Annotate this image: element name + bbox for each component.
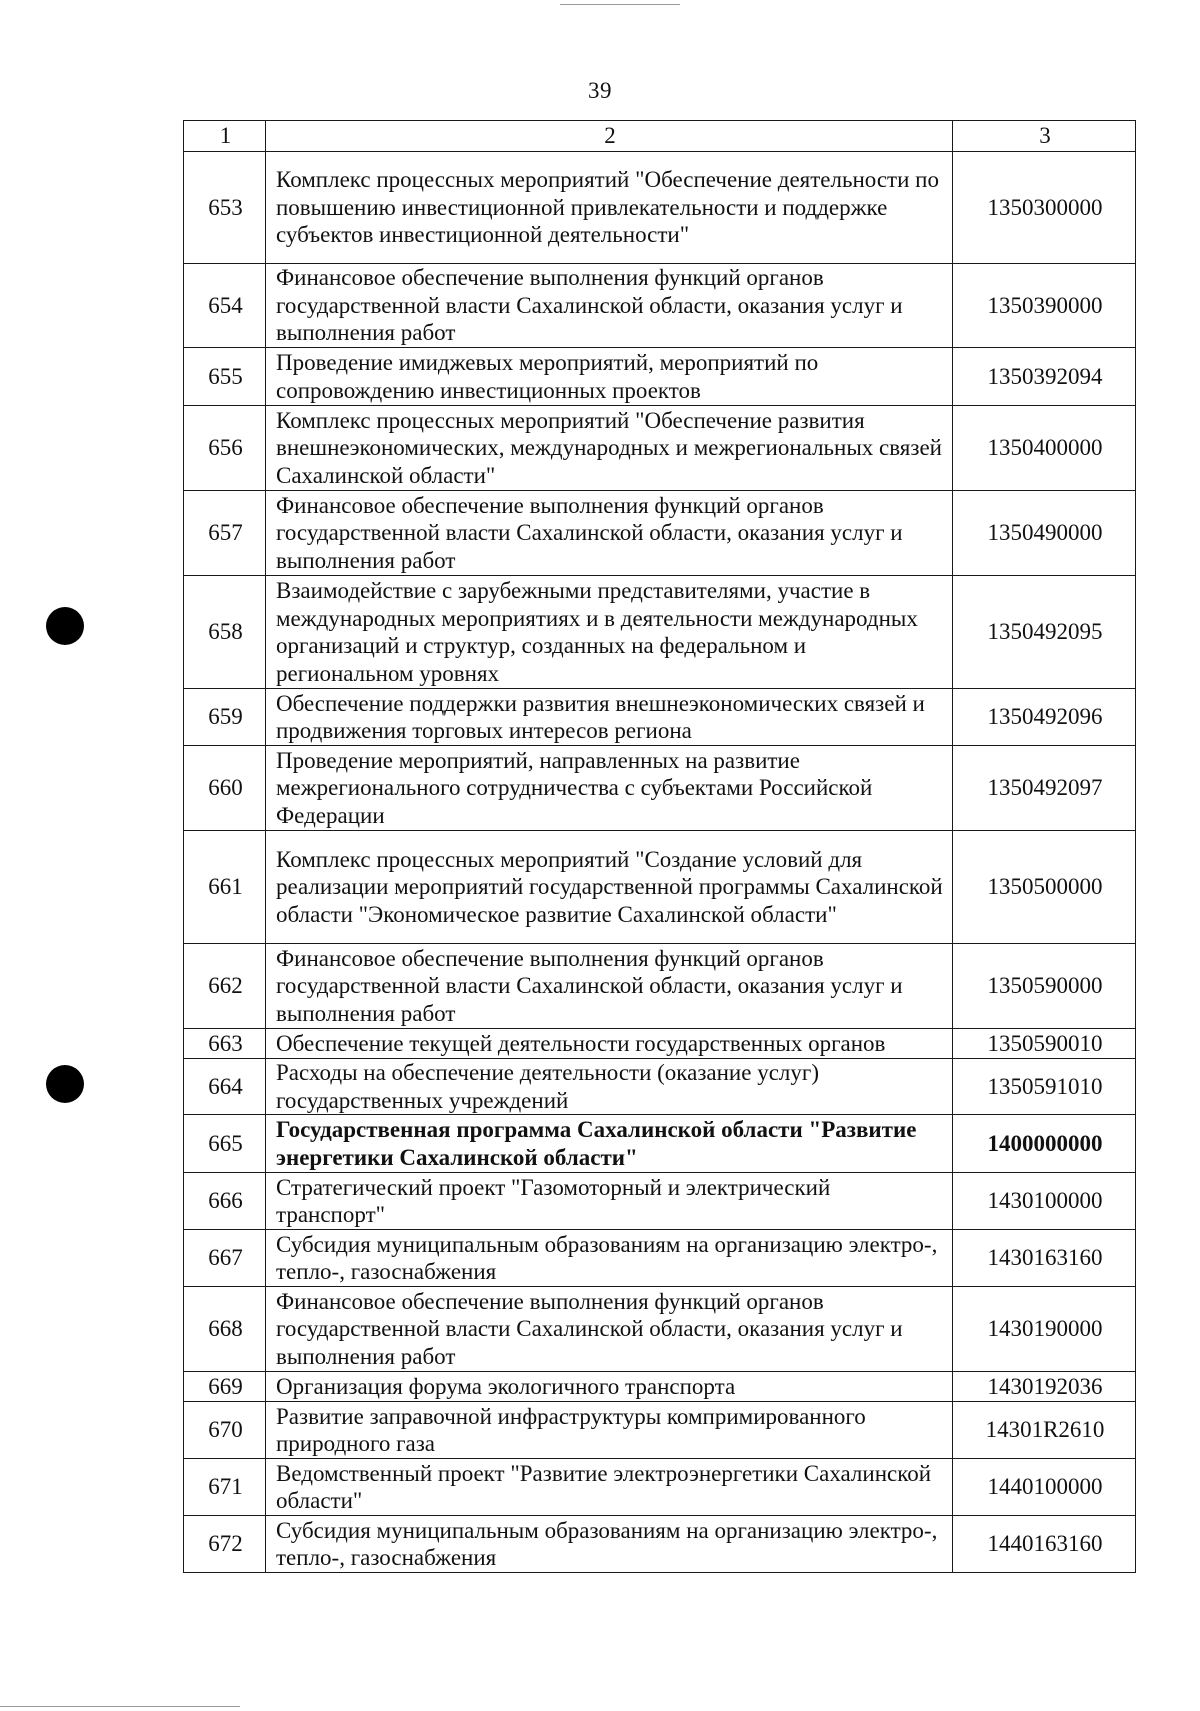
- row-name: Финансовое обеспечение выполнения функций органов государственной власти Сахалинской области, оказания услуг и выполнения работ: [266, 491, 953, 576]
- row-name: Проведение имиджевых мероприятий, мероприятий по сопровождению инвестиционных проектов: [266, 348, 953, 406]
- row-code: 1430100000: [953, 1173, 1136, 1230]
- row-code: 14301R2610: [953, 1402, 1136, 1459]
- row-code: 1400000000: [953, 1115, 1136, 1173]
- row-number: 653: [184, 152, 266, 264]
- table-row: [184, 1115, 1136, 1173]
- column-header-code: 3: [953, 121, 1136, 152]
- row-name: Субсидия муниципальным образованиям на организацию электро-, тепло-, газоснабжения: [266, 1516, 953, 1573]
- row-name: Финансовое обеспечение выполнения функций органов государственной власти Сахалинской области, оказания услуг и выполнения работ: [266, 1287, 953, 1372]
- row-code: 1430163160: [953, 1230, 1136, 1287]
- row-name: Организация форума экологичного транспорта: [266, 1372, 953, 1402]
- row-code: 1350591010: [953, 1059, 1136, 1115]
- row-code: 1350500000: [953, 831, 1136, 944]
- table-row: [184, 1029, 1136, 1059]
- row-code: 1350392094: [953, 348, 1136, 406]
- row-number: 662: [184, 944, 266, 1029]
- table-row: [184, 491, 1136, 576]
- row-code: 1440163160: [953, 1516, 1136, 1573]
- row-number: 661: [184, 831, 266, 944]
- row-name: Комплекс процессных мероприятий "Обеспечение развития внешнеэкономических, международных и межрегиональных связей Сахалинской области": [266, 406, 953, 491]
- hole-punch-mark: [46, 1065, 84, 1103]
- table-row: [184, 152, 1136, 264]
- row-code: 1430190000: [953, 1287, 1136, 1372]
- row-number: 670: [184, 1402, 266, 1459]
- row-code: 1440100000: [953, 1459, 1136, 1516]
- row-name: Финансовое обеспечение выполнения функций органов государственной власти Сахалинской области, оказания услуг и выполнения работ: [266, 264, 953, 348]
- row-name: Взаимодействие с зарубежными представителями, участие в международных мероприятиях и в деятельности международных организаций и структур, созданных на федеральном и региональном уровнях: [266, 576, 953, 689]
- row-number: 668: [184, 1287, 266, 1372]
- table-row: [184, 689, 1136, 746]
- row-name: Субсидия муниципальным образованиям на организацию электро-, тепло-, газоснабжения: [266, 1230, 953, 1287]
- table-row: [184, 944, 1136, 1029]
- table-row: [184, 1459, 1136, 1516]
- row-name: Развитие заправочной инфраструктуры компримированного природного газа: [266, 1402, 953, 1459]
- row-code: 1350300000: [953, 152, 1136, 264]
- table-row: [184, 406, 1136, 491]
- page-number: 39: [588, 78, 612, 103]
- table-row: [184, 1059, 1136, 1115]
- row-name: Государственная программа Сахалинской области "Развитие энергетики Сахалинской области": [266, 1115, 953, 1173]
- row-name: Комплекс процессных мероприятий "Обеспечение деятельности по повышению инвестиционной привлекательности и поддержке субъектов инвестиционной деятельности": [266, 152, 953, 264]
- hole-punch-mark: [46, 607, 84, 645]
- row-code: 1350492096: [953, 689, 1136, 746]
- row-name: Комплекс процессных мероприятий "Создание условий для реализации мероприятий государственной программы Сахалинской области "Экономическое развитие Сахалинской области": [266, 831, 953, 944]
- column-header-name: 2: [266, 121, 953, 152]
- table-row: [184, 1230, 1136, 1287]
- row-number: 657: [184, 491, 266, 576]
- row-number: 659: [184, 689, 266, 746]
- table-row: [184, 746, 1136, 831]
- row-number: 666: [184, 1173, 266, 1230]
- row-code: 1350590000: [953, 944, 1136, 1029]
- table-row: [184, 576, 1136, 689]
- row-number: 660: [184, 746, 266, 831]
- row-code: 1350590010: [953, 1029, 1136, 1059]
- row-number: 669: [184, 1372, 266, 1402]
- row-code: 1350400000: [953, 406, 1136, 491]
- row-code: 1430192036: [953, 1372, 1136, 1402]
- row-name: Ведомственный проект "Развитие электроэнергетики Сахалинской области": [266, 1459, 953, 1516]
- table-row: [184, 1287, 1136, 1372]
- row-number: 664: [184, 1059, 266, 1115]
- row-number: 663: [184, 1029, 266, 1059]
- row-name: Обеспечение текущей деятельности государственных органов: [266, 1029, 953, 1059]
- row-code: 1350492095: [953, 576, 1136, 689]
- row-number: 672: [184, 1516, 266, 1573]
- table-row: [184, 1516, 1136, 1573]
- row-name: Обеспечение поддержки развития внешнеэкономических связей и продвижения торговых интересов региона: [266, 689, 953, 746]
- table-header-row: [184, 121, 1136, 152]
- row-number: 655: [184, 348, 266, 406]
- row-code: 1350492097: [953, 746, 1136, 831]
- budget-classification-table: [183, 120, 1136, 1573]
- row-name: Расходы на обеспечение деятельности (оказание услуг) государственных учреждений: [266, 1059, 953, 1115]
- row-number: 665: [184, 1115, 266, 1173]
- row-name: Проведение мероприятий, направленных на развитие межрегионального сотрудничества с субъектами Российской Федерации: [266, 746, 953, 831]
- row-code: 1350490000: [953, 491, 1136, 576]
- table-row: [184, 1402, 1136, 1459]
- table-row: [184, 1173, 1136, 1230]
- scan-artifact: [560, 4, 680, 5]
- row-number: 654: [184, 264, 266, 348]
- row-name: Стратегический проект "Газомоторный и электрический транспорт": [266, 1173, 953, 1230]
- row-number: 667: [184, 1230, 266, 1287]
- row-code: 1350390000: [953, 264, 1136, 348]
- row-number: 656: [184, 406, 266, 491]
- row-name: Финансовое обеспечение выполнения функций органов государственной власти Сахалинской области, оказания услуг и выполнения работ: [266, 944, 953, 1029]
- table-row: [184, 831, 1136, 944]
- row-number: 671: [184, 1459, 266, 1516]
- table-row: [184, 348, 1136, 406]
- row-number: 658: [184, 576, 266, 689]
- column-header-number: 1: [184, 121, 266, 152]
- table-row: [184, 1372, 1136, 1402]
- table-row: [184, 264, 1136, 348]
- scan-artifact: [0, 1706, 240, 1707]
